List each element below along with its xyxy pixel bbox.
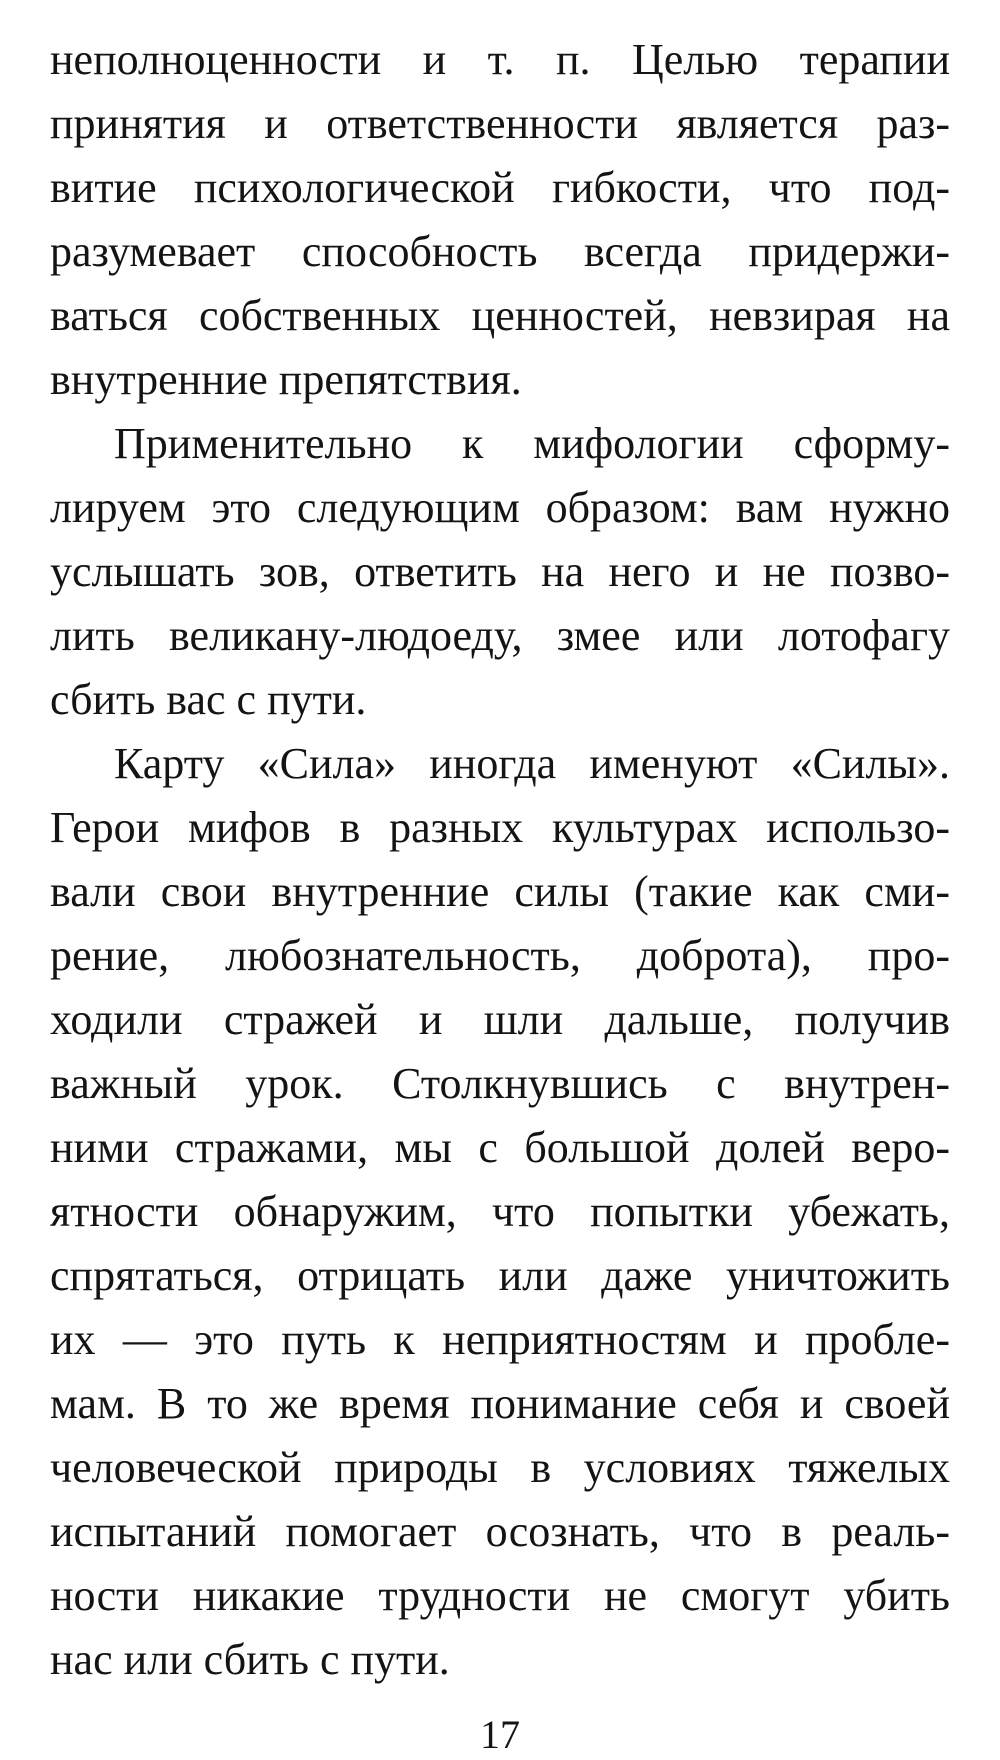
text-line: неполноценности и т. п. Целью терапии	[50, 35, 950, 84]
text-line: мам. В то же время понимание себя и своей	[50, 1379, 950, 1428]
text-line: сбить вас с пути.	[50, 675, 367, 724]
text-line: витие психологической гибкости, что под-	[50, 163, 950, 212]
text-line: важный урок. Столкнувшись с внутрен-	[50, 1059, 950, 1108]
text-line: спрятаться, отрицать или даже уничтожить	[50, 1251, 950, 1300]
text-line: разумевает способность всегда придержи-	[50, 227, 950, 276]
text-line: Карту «Сила» иногда именуют «Силы».	[114, 739, 950, 788]
text-line: рение, любознательность, доброта), про-	[50, 931, 950, 980]
text-line: ходили стражей и шли дальше, получив	[50, 995, 950, 1044]
text-line: ваться собственных ценностей, невзирая на	[50, 291, 950, 340]
text-line: ности никакие трудности не смогут убить	[50, 1571, 950, 1620]
text-line: ними стражами, мы с большой долей веро-	[50, 1123, 950, 1172]
text-line: вали свои внутренние силы (такие как сми-	[50, 867, 950, 916]
text-line: лируем это следующим образом: вам нужно	[50, 483, 950, 532]
text-line: услышать зов, ответить на него и не позво-	[50, 547, 950, 596]
book-page	[50, 30, 950, 1757]
text-line: их — это путь к неприятностям и пробле-	[50, 1315, 950, 1364]
page-number: 17	[480, 1712, 520, 1757]
text-line: человеческой природы в условиях тяжелых	[50, 1443, 950, 1492]
text-line: принятия и ответственности является раз-	[50, 99, 950, 148]
text-line: лить великану-людоеду, змее или лотофагу	[50, 611, 950, 660]
text-line: ятности обнаружим, что попытки убежать,	[50, 1187, 950, 1236]
text-line: нас или сбить с пути.	[50, 1635, 450, 1684]
text-line: Герои мифов в разных культурах использо-	[50, 803, 950, 852]
text-line: испытаний помогает осознать, что в реаль-	[50, 1507, 950, 1556]
text-line: Применительно к мифологии сформу-	[114, 419, 950, 468]
text-line: внутренние препятствия.	[50, 355, 522, 404]
